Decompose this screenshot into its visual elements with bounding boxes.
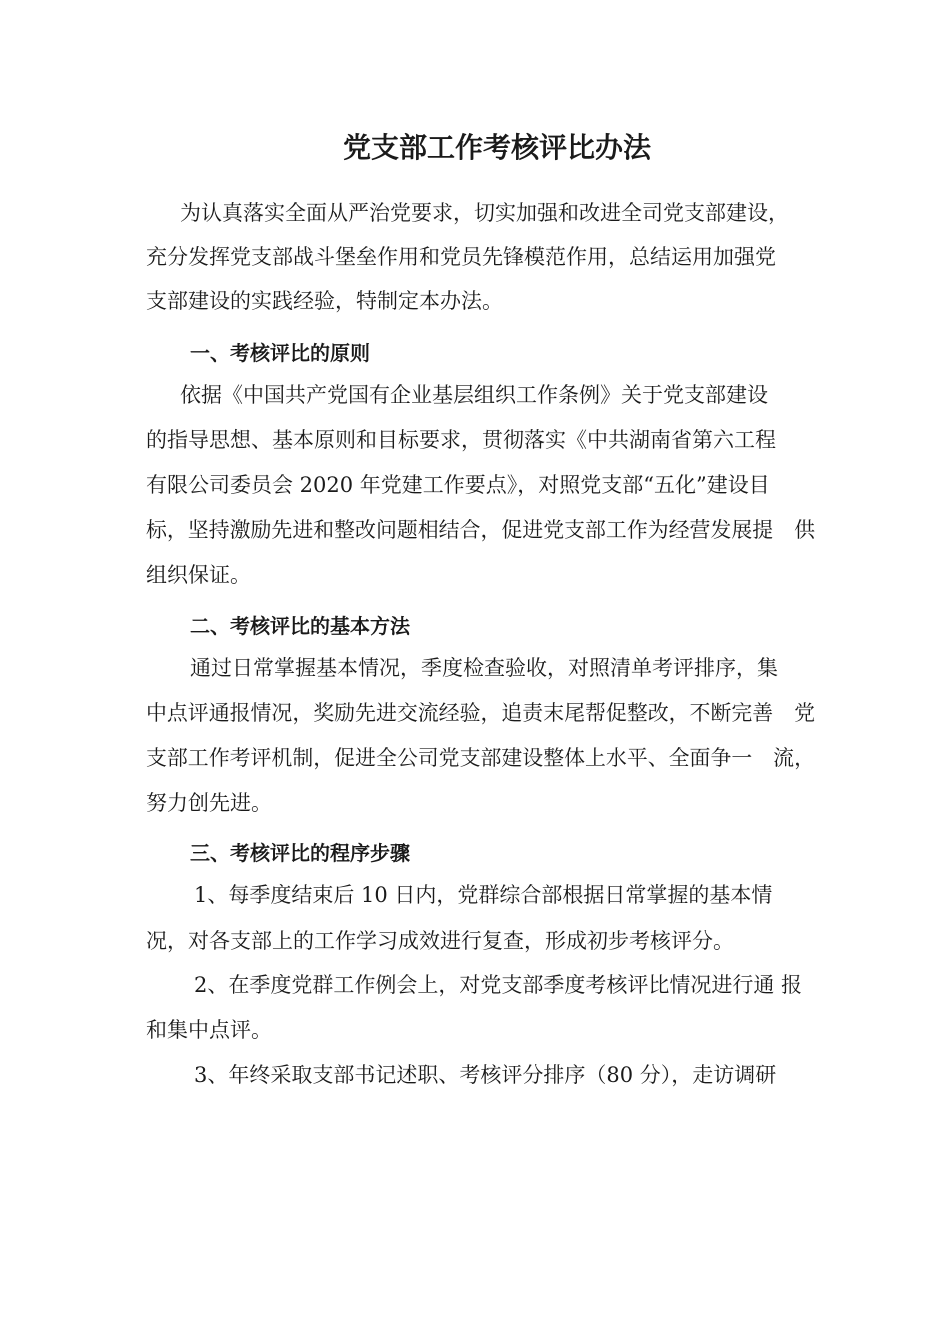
section-3-line-2: 况，对各支部上的工作学习成效进行复查，形成初步考核评分。 xyxy=(146,929,734,953)
intro-line-2: 充分发挥党支部战斗堡垒作用和党员先锋模范作用，总结运用加强党 xyxy=(146,245,776,269)
section-1-line-3: 有限公司委员会 2020 年党建工作要点》，对照党支部“五化”建设目 xyxy=(146,473,770,497)
section-3-line-3: 2、在季度党群工作例会上，对党支部季度考核评比情况进行通 报 xyxy=(194,973,803,997)
section-2-line-2: 中点评通报情况，奖励先进交流经验，追责末尾帮促整改，不断完善 党 xyxy=(146,701,815,725)
section-1-line-2: 的指导思想、基本原则和目标要求，贯彻落实《中共湖南省第六工程 xyxy=(146,428,776,452)
document-title: 党支部工作考核评比办法 xyxy=(342,131,651,164)
section-2-line-3: 支部工作考评机制，促进全公司党支部建设整体上水平、全面争一 流， xyxy=(146,746,815,770)
section-2-line-4: 努力创先进。 xyxy=(146,791,272,815)
intro-line-1: 为认真落实全面从严治党要求，切实加强和改进全司党支部建设， xyxy=(180,201,789,225)
section-3-line-5: 3、年终采取支部书记述职、考核评分排序（80 分），走访调研 xyxy=(194,1063,777,1087)
section-3-line-1: 1、每季度结束后 10 日内，党群综合部根据日常掌握的基本情 xyxy=(194,883,773,907)
section-1-line-5: 组织保证。 xyxy=(146,563,251,587)
section-3-line-4: 和集中点评。 xyxy=(146,1018,272,1042)
section-1-line-4: 标，坚持激励先进和整改问题相结合，促进党支部工作为经营发展提 供 xyxy=(146,518,815,542)
section-2-line-1: 通过日常掌握基本情况，季度检查验收，对照清单考评排序，集 xyxy=(190,656,778,680)
section-2-heading: 二、考核评比的基本方法 xyxy=(190,614,410,638)
section-3-heading: 三、考核评比的程序步骤 xyxy=(190,841,410,865)
intro-line-3: 支部建设的实践经验，特制定本办法。 xyxy=(146,289,503,313)
section-1-heading: 一、考核评比的原则 xyxy=(190,341,370,365)
section-1-line-1: 依据《中国共产党国有企业基层组织工作条例》关于党支部建设 xyxy=(180,383,768,407)
